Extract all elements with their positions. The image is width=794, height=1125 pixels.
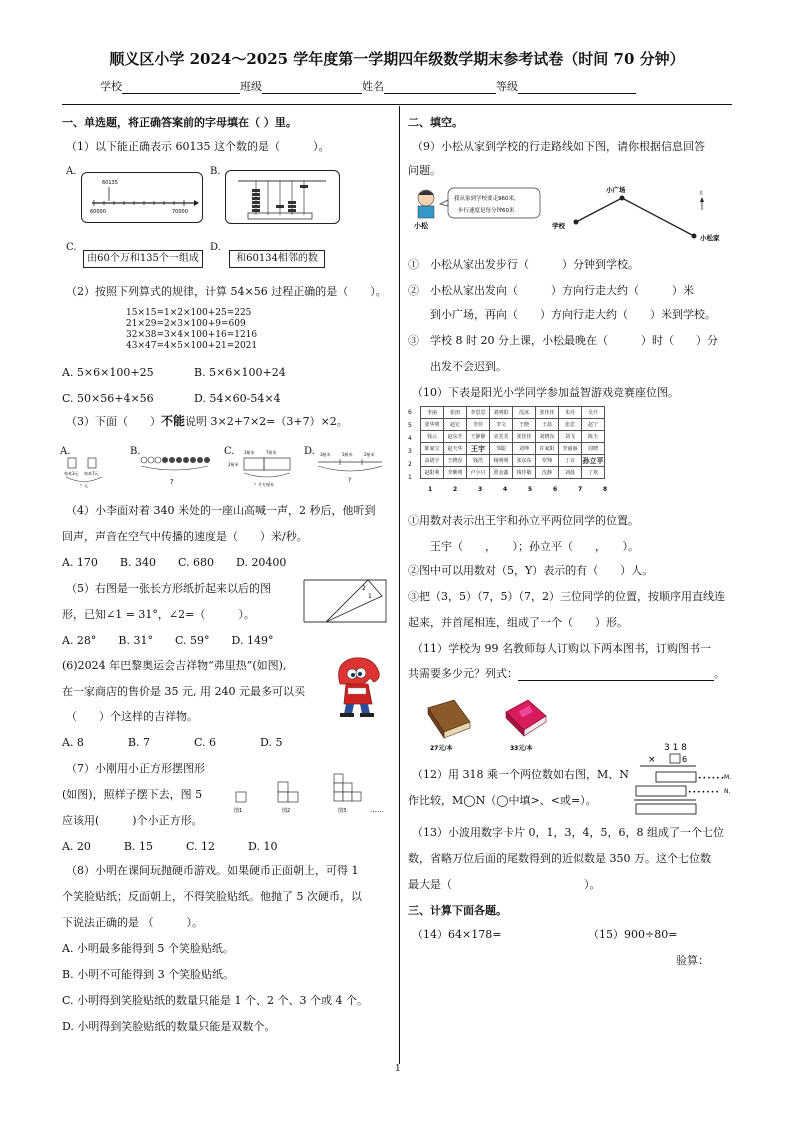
svg-text:？元: ？元 [80,483,88,488]
q15-text: （15）900÷80= [588,928,678,941]
q9-text-2: 问题。 [408,164,441,177]
seat-cell: 张东东 [513,455,536,467]
seat-cell: 赵宏 [444,419,467,431]
seat-cell: 了欢 [582,467,605,479]
q2-opt-d: D. 54×60-54×4 [194,392,281,405]
seat-cell: 吴升 [582,407,605,419]
q4-text-2: 回声，声音在空气中传播的速度是（ ）米/秒。 [62,530,308,543]
seat-cell: 高诺宇 [421,455,444,467]
q6-options: A. 8 B. 7 C. 6 D. 5 [62,736,283,749]
abacus-icon [226,171,339,223]
svg-text:3厘米: 3厘米 [320,452,331,457]
name-label: 姓名 [362,80,384,93]
q13-text-2: 数，省略万位后面的尾数得到的近似数是 350 万。这个七位数 [408,852,711,865]
seat-cell: 许家阳 [536,443,559,455]
q10-s2: ②图中可以用数对（5，Y）表示的有（ ）人。 [408,564,654,577]
q1-d-box: 和60134相邻的数 [229,250,325,268]
q3-negation: 不能 [161,414,186,428]
q2-line-2: 21×29=2×3×100+9=609 [126,319,246,329]
red-book-icon [506,700,546,736]
q8-opt-b: B. 小明不可能得到 3 个笑脸贴纸。 [62,968,235,981]
column-divider [399,106,400,1064]
seat-cell: 张佳佳 [536,407,559,419]
seat-cell: 刘晓东 [536,431,559,443]
seat-cell: 刘晨 [559,467,582,479]
seat-cell: 卢小只 [467,467,490,479]
seat-cell: 宋芙芙 [490,431,513,443]
q7-options: A. 20 B. 15 C. 12 D. 10 [62,840,278,853]
page-title: 顺义区小学 2024～2025 学年度第一学期四年级数学期末参考试卷（时间 70 分钟） [109,50,685,68]
seat-cell: 王宇 [467,443,490,455]
seat-cell: 钱浩 [467,455,490,467]
seat-cell: 孙立平 [582,456,604,465]
q2-text: （2）按照下列算式的规律，计算 54×56 过程正确的是（ ）。 [66,285,387,298]
q6-text-3: （ ）个这样的吉祥物。 [66,710,198,723]
q2-opt-b: B. 5×6×100+24 [194,366,286,379]
seat-cell: 李丽 [421,407,444,419]
svg-text:?: ? [348,477,352,484]
svg-text:3 1 8: 3 1 8 [664,743,687,753]
q5-folded-paper [302,578,388,624]
q2-line-1: 15×15=1×2×100+25=225 [126,308,252,318]
school-field[interactable] [100,78,636,94]
seat-cell: 张思 [559,419,582,431]
q8-text-3: 下说法正确的是 （ ）。 [62,916,203,929]
q5-text-1: （5）右图是一张长方形纸折起来以后的图 [66,582,271,595]
seat-cell: 沈静 [536,467,559,479]
q3-c-figure [226,448,294,488]
q9-s3a: ③ 学校 8 时 20 分上课，小松最晚在（ ）时（ ）分 [408,334,718,347]
q3-opt-d: D. [304,446,315,457]
q9-s1: ① 小松从家出发步行（ ）分钟到学校。 [408,258,639,271]
q14-text: （14）64×178= [412,928,502,941]
q1-opt-c: C. [66,242,77,253]
q1-abacus-box [225,170,340,224]
seat-cell: 贾金鑫 [490,467,513,479]
svg-text:北: 北 [699,190,703,195]
q12-multiplication [630,740,730,816]
seat-cell: 沈冰 [513,407,536,419]
svg-text:1: 1 [368,593,372,600]
q2-line-4: 43×47=4×5×100+21=2021 [126,341,258,351]
q7-text-3: 应该用( )个小正方形。 [62,814,203,827]
nl-left-label: 60000 [90,209,106,215]
sec3-heading: 三、计算下面各题。 [408,904,507,917]
svg-text:3厘米: 3厘米 [342,452,353,457]
svg-text:每本7元: 每本7元 [84,471,99,476]
svg-text:2厘米: 2厘米 [364,452,375,457]
grade-label: 等级 [496,80,518,93]
svg-text:我从家到学校要走960米，: 我从家到学校要走960米， [454,196,520,202]
q9-route-map [408,180,738,246]
seat-cell: 王晓东 [444,455,467,467]
svg-text:6: 6 [682,755,688,764]
q9-s2a: ② 小松从家出发向（ ）方向行走大约（ ）米 [408,284,694,297]
q8-text-1: （8）小明在课间玩抛硬币游戏。如果硬币正面朝上，可得 1 [66,864,359,877]
seat-cell: 罗翔 [536,455,559,467]
q10-s3b: 起来，并首尾相连，组成了一个（ ）形。 [408,616,628,629]
q8-opt-a: A. 小明最多能得到 5 个笑脸贴纸。 [62,942,234,955]
seat-cell: 周晓 [582,443,605,455]
svg-text:步行速度是每分钟60米: 步行速度是每分钟60米 [458,208,515,214]
q4-text-1: （4）小李面对着 340 米处的一座山高喊一声，2 秒后，他听到 [66,504,376,517]
svg-text:……: …… [370,806,384,814]
q9-text-1: （9）小松从家到学校的行走路线如下图，请你根据信息回答 [412,140,705,153]
seat-row [421,443,605,455]
q2-pattern [126,308,257,352]
svg-text:每本3元: 每本3元 [64,471,79,476]
svg-text:N.: N. [724,788,731,795]
svg-text:小松家: 小松家 [700,234,720,242]
n-leader: ••••••• [688,789,720,796]
q2-opt-a: A. 5×6×100+25 [62,366,154,379]
q8-text-2: 个笑脸贴纸；反面朝上，不得笑脸贴纸。他抛了 5 次硬币，以 [62,890,362,903]
seat-cell: 赵东升 [444,431,467,443]
class-label: 班级 [240,80,262,93]
q3-a-figure [62,448,132,488]
svg-text:27元/本: 27元/本 [430,745,453,752]
seat-row [421,431,605,443]
row-labels: 6 5 4 3 2 1 [408,409,412,481]
q7-text-2: (如图)，照样子摆下去，图 5 [62,788,203,801]
q6-text-2: 在一家商店的售价是 35 元, 用 240 元最多可以买 [62,685,305,698]
q1-text: （1）以下能正确表示 60135 这个数的是（ ）。 [66,140,330,153]
seat-cell: 刘坤 [513,443,536,455]
seat-cell: 王晨 [536,419,559,431]
svg-text:2: 2 [362,585,366,592]
seat-cell: 刘飞 [559,431,582,443]
svg-text:7厘米: 7厘米 [266,450,277,455]
q1-opt-a: A. [66,166,77,177]
q9-s3b: 出发不会迟到。 [430,360,507,373]
seat-cell: 赵宁 [582,419,605,431]
q8-opt-d: D. 小明得到笑脸贴纸的数量只能是双数个。 [62,1020,276,1033]
q8-opt-c: C. 小明得到笑脸贴纸的数量只能是 1 个、2 个、3 个或 4 个。 [62,994,368,1007]
seat-row [421,467,605,479]
svg-text:学校: 学校 [552,222,565,230]
seat-cell: 钱佳敏 [513,467,536,479]
q12-text-2: 作比较，M◯N（◯中填>、<或=）。 [408,794,597,807]
svg-text:小松: 小松 [414,222,428,230]
seat-cell: 钱云 [421,431,444,443]
svg-text:小广场: 小广场 [606,186,626,194]
q1-c-box: 由60个万和135个一组成 [83,250,203,268]
q13-text-1: （13）小波用数字卡片 0，1，3，4，5，6，8 组成了一个七位 [412,826,724,839]
svg-text:图1: 图1 [234,808,243,814]
svg-text:图2: 图2 [282,808,291,814]
q3-d-figure [310,450,390,486]
seat-cell: 王晓 [513,419,536,431]
q6-text-1: (6)2024 年巴黎奥运会吉祥物“弗里热”(如图), [62,659,287,672]
svg-text:2厘米: 2厘米 [228,462,239,467]
q12-text-1: （12）用 318 乘一个两位数如右图，M、N [412,768,629,781]
q2-opt-c: C. 50×56+4×56 [62,392,154,405]
seat-cell: 李丽丽 [559,443,582,455]
seat-cell: 丁百 [559,455,582,467]
seat-cell: 杨明明 [490,455,513,467]
q1-a-box [81,172,203,223]
seat-cell: 邹聪 [490,443,513,455]
q2-line-3: 32×38=3×4×100+16=1216 [126,330,258,340]
q9-s2b: 到小广场，再向（ ）方向行走大约（ ）米到学校。 [430,308,716,321]
mascot-image [328,654,388,720]
svg-text:图3: 图3 [338,808,347,814]
svg-text:33元/本: 33元/本 [510,745,533,752]
seat-row [421,407,605,419]
q10-s1b: 王宇（ ， ）；孙立平（ ， ）。 [430,540,639,553]
number-line [82,173,202,222]
q3-opt-c: C. [224,446,235,457]
svg-text:×: × [648,755,656,765]
q11-text-2: 共需要多少元？列式： 。 [408,667,725,680]
q1-opt-d: D. [210,242,221,253]
boy-icon [418,190,434,218]
seat-cell: 李思思 [467,407,490,419]
seat-cell: 张佳佳 [513,431,536,443]
seat-cell: 朱丹 [559,407,582,419]
q13-text-3: 最大是（ ）。 [408,878,601,891]
seat-row [421,455,605,467]
seat-cell: 李紫明 [444,467,467,479]
svg-text:3厘米: 3厘米 [244,450,255,455]
check-label: 验算： [676,954,709,967]
q3-opt-a: A. [60,446,71,457]
brown-book-icon [428,700,470,738]
header-rule [62,104,732,105]
books-image [420,692,560,754]
q10-s3a: ③把（3，5）（7，5）（7，2）三位同学的位置，按顺序用直线连 [408,590,725,603]
seat-cell: 张雨 [444,407,467,419]
svg-text:？平方厘米: ？平方厘米 [254,482,274,487]
q3-opt-b: B. [130,446,141,457]
seat-cell: 赵天华 [444,443,467,455]
seat-table [420,406,605,479]
q11-text-1: （11）学校为 99 名教师每人订购以下两本图书，订购图书一 [412,642,711,655]
nl-mark-label: 60135 [102,180,118,186]
seat-cell: 李文 [490,419,513,431]
seat-cell: 李佳 [467,419,490,431]
q3-text: （3）下面（ ）不能说明 3×2+7×2=（3+7）×2。 [66,414,348,428]
q5-text-2: 形，已知∠1 = 31°，∠2=（ ）。 [62,608,255,621]
q1-opt-b: B. [210,166,221,177]
seat-cell: 陈玉 [582,431,605,443]
nl-right-label: 70000 [172,209,188,215]
q10-text: （10）下表是阳光小学同学参加益智游戏竞赛座位图。 [412,386,679,399]
school-label: 学校 [100,80,122,93]
seat-row [421,419,605,431]
svg-text:?: ? [170,478,174,486]
seat-cell: 赵阳利 [421,467,444,479]
sec2-heading: 二、填空。 [408,116,463,129]
q5-options: A. 28° B. 31° C. 59° D. 149° [62,634,274,647]
q3-b-figure [138,452,210,488]
seat-cell: 陈家宝 [421,443,444,455]
page-number: 1 [395,1064,401,1074]
q10-s1: ①用数对表示出王宇和孙立平两位同学的位置。 [408,514,639,527]
sec1-heading: 一、单选题，将正确答案前的字母填在（ ）里。 [62,116,297,129]
svg-text:M.: M. [724,774,732,781]
seat-cell: 王静静 [467,431,490,443]
q7-square-pattern [228,774,390,818]
m-leader: •••••• [698,775,726,782]
q4-options: A. 170 B. 340 C. 680 D. 20400 [62,556,287,569]
seat-cell: 张华明 [421,419,444,431]
seat-cell: 刘明阳 [490,407,513,419]
q7-text-1: （7）小刚用小正方形摆图形 [66,762,205,775]
